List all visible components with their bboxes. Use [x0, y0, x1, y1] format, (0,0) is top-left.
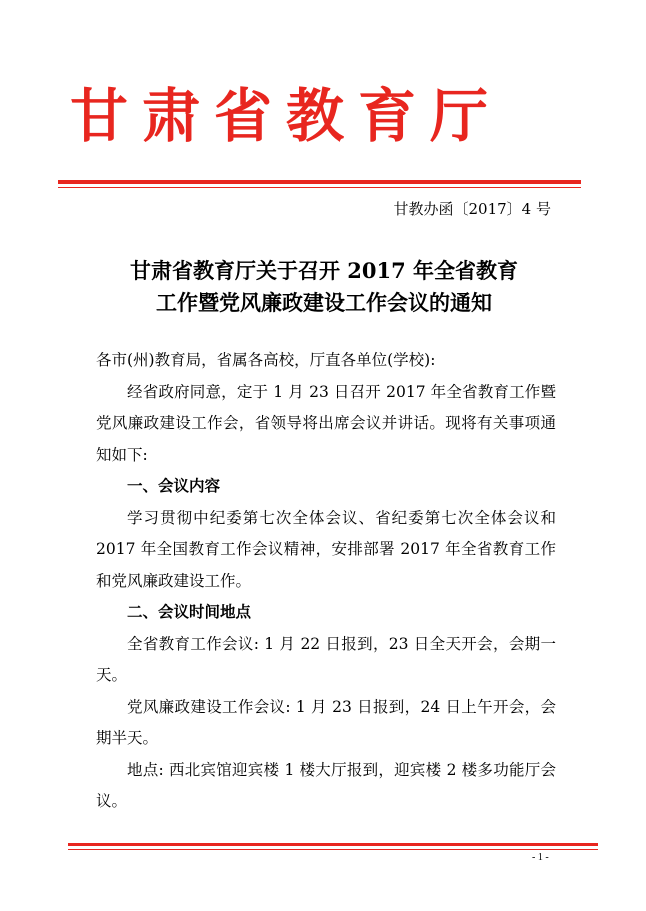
- footer-rule-thin: [68, 849, 598, 850]
- document-body: [96, 345, 556, 818]
- title-line-1: 甘肃省教育厅关于召开 2017 年全省教育: [129, 258, 519, 283]
- masthead-rule-thick: [58, 180, 581, 184]
- masthead-rule-thin: [58, 187, 581, 188]
- addressee: 各市(州)教育局，省属各高校，厅直各单位(学校):: [96, 351, 436, 369]
- section-2-item-3: 地点: 西北宾馆迎宾楼 1 楼大厅报到，迎宾楼 2 楼多功能厅会议。: [96, 760, 556, 810]
- agency-masthead: 甘肃省教育厅: [70, 82, 503, 150]
- section-1-paragraph: 学习贯彻中纪委第七次全体会议、省纪委第七次全体会议和 2017 年全国教育工作会议精神，安排部署 2017 年全省教育工作和党风廉政建设工作。: [96, 508, 556, 590]
- section-2-item-2: 党风廉政建设工作会议: 1 月 23 日报到，24 日上午开会，会期半天。: [96, 697, 556, 747]
- title-line-2: 工作暨党风廉政建设工作会议的通知: [156, 290, 492, 315]
- page-number: - 1 -: [532, 852, 549, 863]
- footer-rule-thick: [68, 843, 598, 846]
- document-number: 甘教办函〔2017〕4 号: [393, 200, 551, 218]
- intro-paragraph: 经省政府同意，定于 1 月 23 日召开 2017 年全省教育工作暨党风廉政建设工作会，省领导将出席会议并讲话。现将有关事项通知如下:: [96, 382, 556, 464]
- section-2-heading: 二、会议时间地点: [127, 603, 252, 621]
- section-2-item-1: 全省教育工作会议: 1 月 22 日报到，23 日全天开会，会期一天。: [96, 634, 556, 684]
- section-1-heading: 一、会议内容: [127, 477, 221, 495]
